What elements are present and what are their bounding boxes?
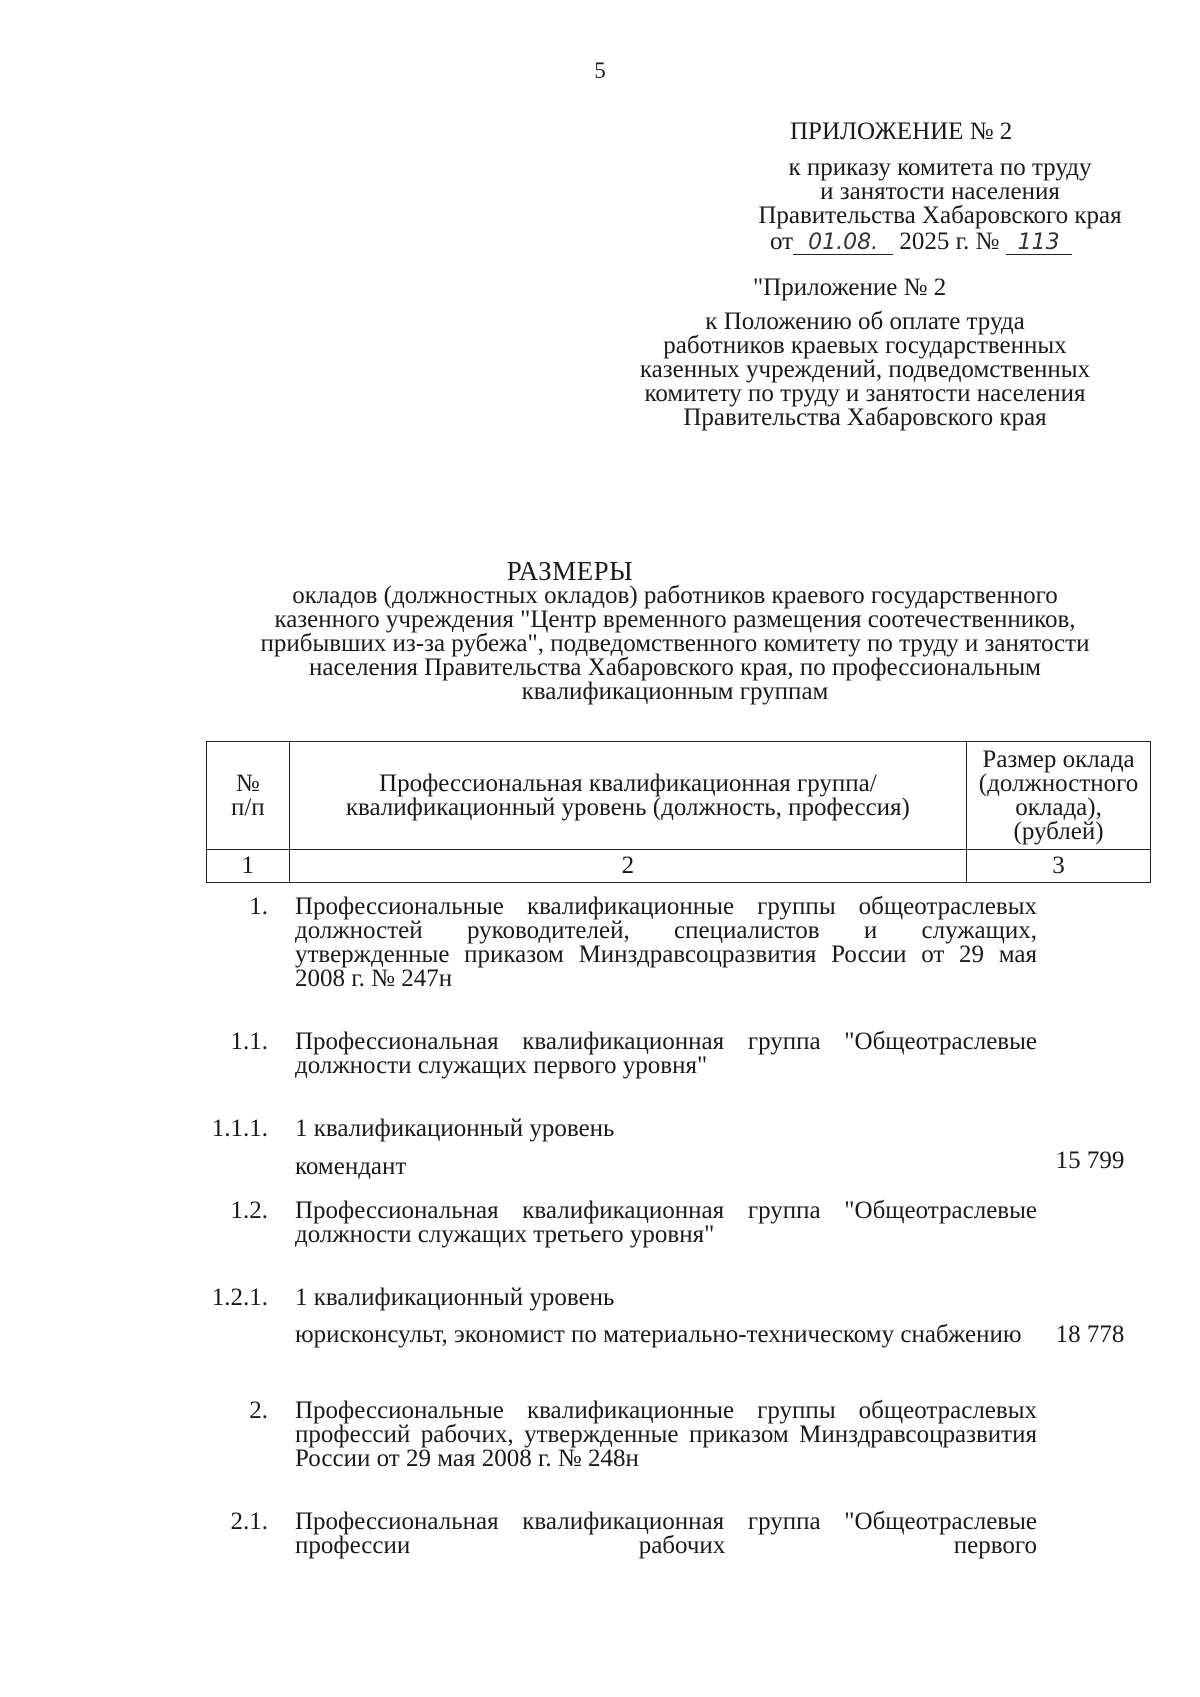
row-number: 1.1. xyxy=(230,1028,268,1055)
regulation-line: к Положению об оплате труда xyxy=(705,308,1025,335)
row-text: Профессиональная квалификационная группа "Общеотраслевые профессии рабочих первого xyxy=(295,1508,1037,1559)
document-title: РАЗМЕРЫ xyxy=(506,556,634,586)
date-prefix: от xyxy=(770,228,794,255)
row-number: 1.2.1. xyxy=(211,1284,268,1311)
row-text: Профессиональные квалификационные группы общеотраслевых должностей руководителей, специалистов и служащих, утвержденные приказом Минздравсоцразвития России от 29 мая 2008 г. № 247н xyxy=(295,893,1037,992)
regulation-line: Правительства Хабаровского края xyxy=(683,404,1047,431)
order-line: к приказу комитета по труду xyxy=(788,154,1092,181)
header-number: № п/п xyxy=(207,742,290,850)
row-text: Профессиональная квалификационная группа "Общеотраслевые должности служащих первого уровня" xyxy=(295,1028,1037,1079)
row-number: 2.1. xyxy=(230,1508,268,1535)
document-subtitle xyxy=(195,584,1155,704)
appendix-title: ПРИЛОЖЕНИЕ № 2 xyxy=(790,118,1013,145)
subtitle-line: казенного учреждения "Центр временного размещения соотечественников, xyxy=(274,606,1076,633)
subtitle-line: окладов (должностных окладов) работников краевого государственного xyxy=(292,582,1058,609)
handwritten-number: 113 xyxy=(1006,232,1072,255)
subtitle-line: населения Правительства Хабаровского края, по профессиональным xyxy=(309,654,1041,681)
header-salary: Размер оклада (должностного оклада), (рублей) xyxy=(967,742,1151,850)
page-number: 5 xyxy=(594,58,606,83)
order-line: и занятости населения xyxy=(820,178,1060,205)
salary-value: 18 778 xyxy=(1055,1321,1125,1348)
subtitle-line: квалификационным группам xyxy=(521,678,829,705)
column-number: 3 xyxy=(967,850,1151,883)
order-line: Правительства Хабаровского края xyxy=(758,202,1122,229)
column-number: 2 xyxy=(289,850,966,883)
row-text: 1 квалификационный уровень xyxy=(295,1115,615,1142)
regulation-line: работников краевых государственных xyxy=(663,332,1067,359)
regulation-reference xyxy=(600,310,1130,430)
regulation-line: казенных учреждений, подведомственных xyxy=(639,356,1091,383)
row-number: 1.1.1. xyxy=(211,1115,268,1142)
column-number: 1 xyxy=(207,850,290,883)
row-text: юрисконсульт, экономист по материально-техническому снабжению xyxy=(295,1321,1022,1348)
appendix-2-title: "Приложение № 2 xyxy=(753,274,947,301)
salary-value: 15 799 xyxy=(1055,1147,1125,1174)
regulation-line: комитету по труду и занятости населения xyxy=(644,380,1086,407)
row-number: 1.2. xyxy=(230,1197,268,1224)
row-text: Профессиональная квалификационная группа "Общеотраслевые должности служащих третьего уровня" xyxy=(295,1197,1037,1248)
column-number-row xyxy=(207,850,1151,883)
salary-table-header xyxy=(206,741,1151,883)
row-text: 1 квалификационный уровень xyxy=(295,1284,615,1311)
row-number: 1. xyxy=(249,893,268,920)
table-header-row xyxy=(207,742,1151,850)
date-year: 2025 г. № xyxy=(899,228,1000,255)
header-group: Профессиональная квалификационная группа/ квалификационный уровень (должность, профессия) xyxy=(289,742,966,850)
row-number: 2. xyxy=(249,1397,268,1424)
row-text: Профессиональные квалификационные группы общеотраслевых профессий рабочих, утвержденные приказом Минздравсоцразвития России от 29 мая 2008 г. № 248н xyxy=(295,1397,1037,1472)
subtitle-line: прибывших из-за рубежа", подведомственного комитету по труду и занятости xyxy=(260,630,1090,657)
order-date-line xyxy=(770,228,1170,256)
order-reference xyxy=(720,156,1160,228)
handwritten-date: 01.08. xyxy=(793,232,893,255)
row-text: комендант xyxy=(295,1153,407,1180)
